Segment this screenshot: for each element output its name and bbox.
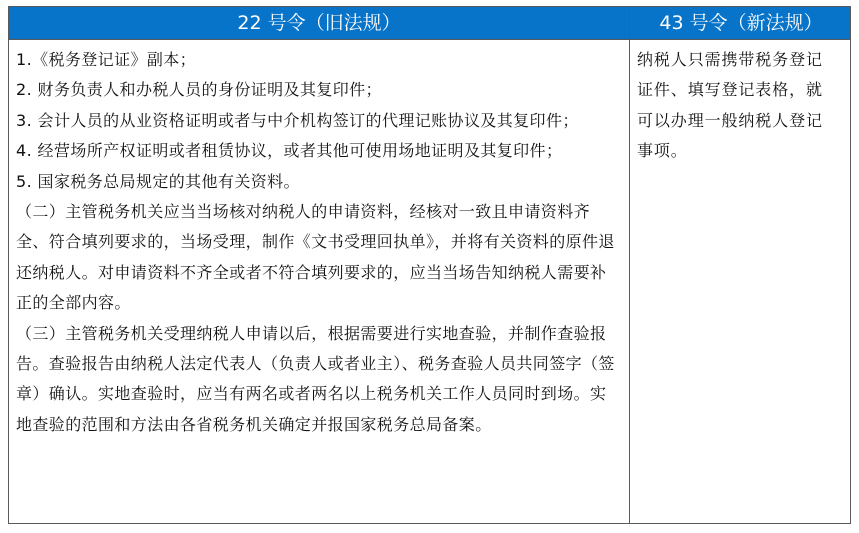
comparison-table — [8, 6, 851, 524]
new-regulation-text: 纳税人只需携带税务登记证件、填写登记表格，就可以办理一般纳税人登记事项。 — [637, 50, 823, 161]
old-item-1: 1.《税务登记证》副本； — [16, 50, 197, 69]
old-clause-3: （三）主管税务机关受理纳税人申请以后，根据需要进行实地查验，并制作查验报告。查验报告由纳税人法定代表人（负责人或者业主）、税务查验人员共同签字（签章）确认。实地查验时，应当有两名或者两名以上税务机关工作人员同时到场。实地查验的范围和方法由各省税务机关确定并报国家税务总局备案。 — [16, 323, 615, 434]
header-new-regulation: 43 号令（新法规） — [659, 12, 823, 34]
old-item-5: 5. 国家税务总局规定的其他有关资料。 — [16, 171, 300, 191]
table-header-row — [9, 7, 850, 39]
old-item-3: 3. 会计人员的从业资格证明或者与中介机构签订的代理记账协议及其复印件； — [16, 110, 579, 130]
column-divider — [629, 7, 630, 523]
old-item-2: 2. 财务负责人和办税人员的身份证明及其复印件； — [16, 80, 382, 100]
old-clause-2: （二）主管税务机关应当当场核对纳税人的申请资料，经核对一致且申请资料齐全、符合填列要求的，当场受理，制作《文书受理回执单》，并将有关资料的原件退还纳税人。对申请资料不齐全或者不符合填列要求的，应当当场告知纳税人需要补正的全部内容。 — [16, 202, 615, 313]
old-regulation-cell — [16, 45, 622, 440]
header-divider — [9, 39, 850, 40]
new-regulation-cell — [637, 45, 825, 167]
old-item-4: 4. 经营场所产权证明或者租赁协议，或者其他可使用场地证明及其复印件； — [16, 141, 563, 161]
header-old-regulation: 22 号令（旧法规） — [237, 12, 401, 34]
